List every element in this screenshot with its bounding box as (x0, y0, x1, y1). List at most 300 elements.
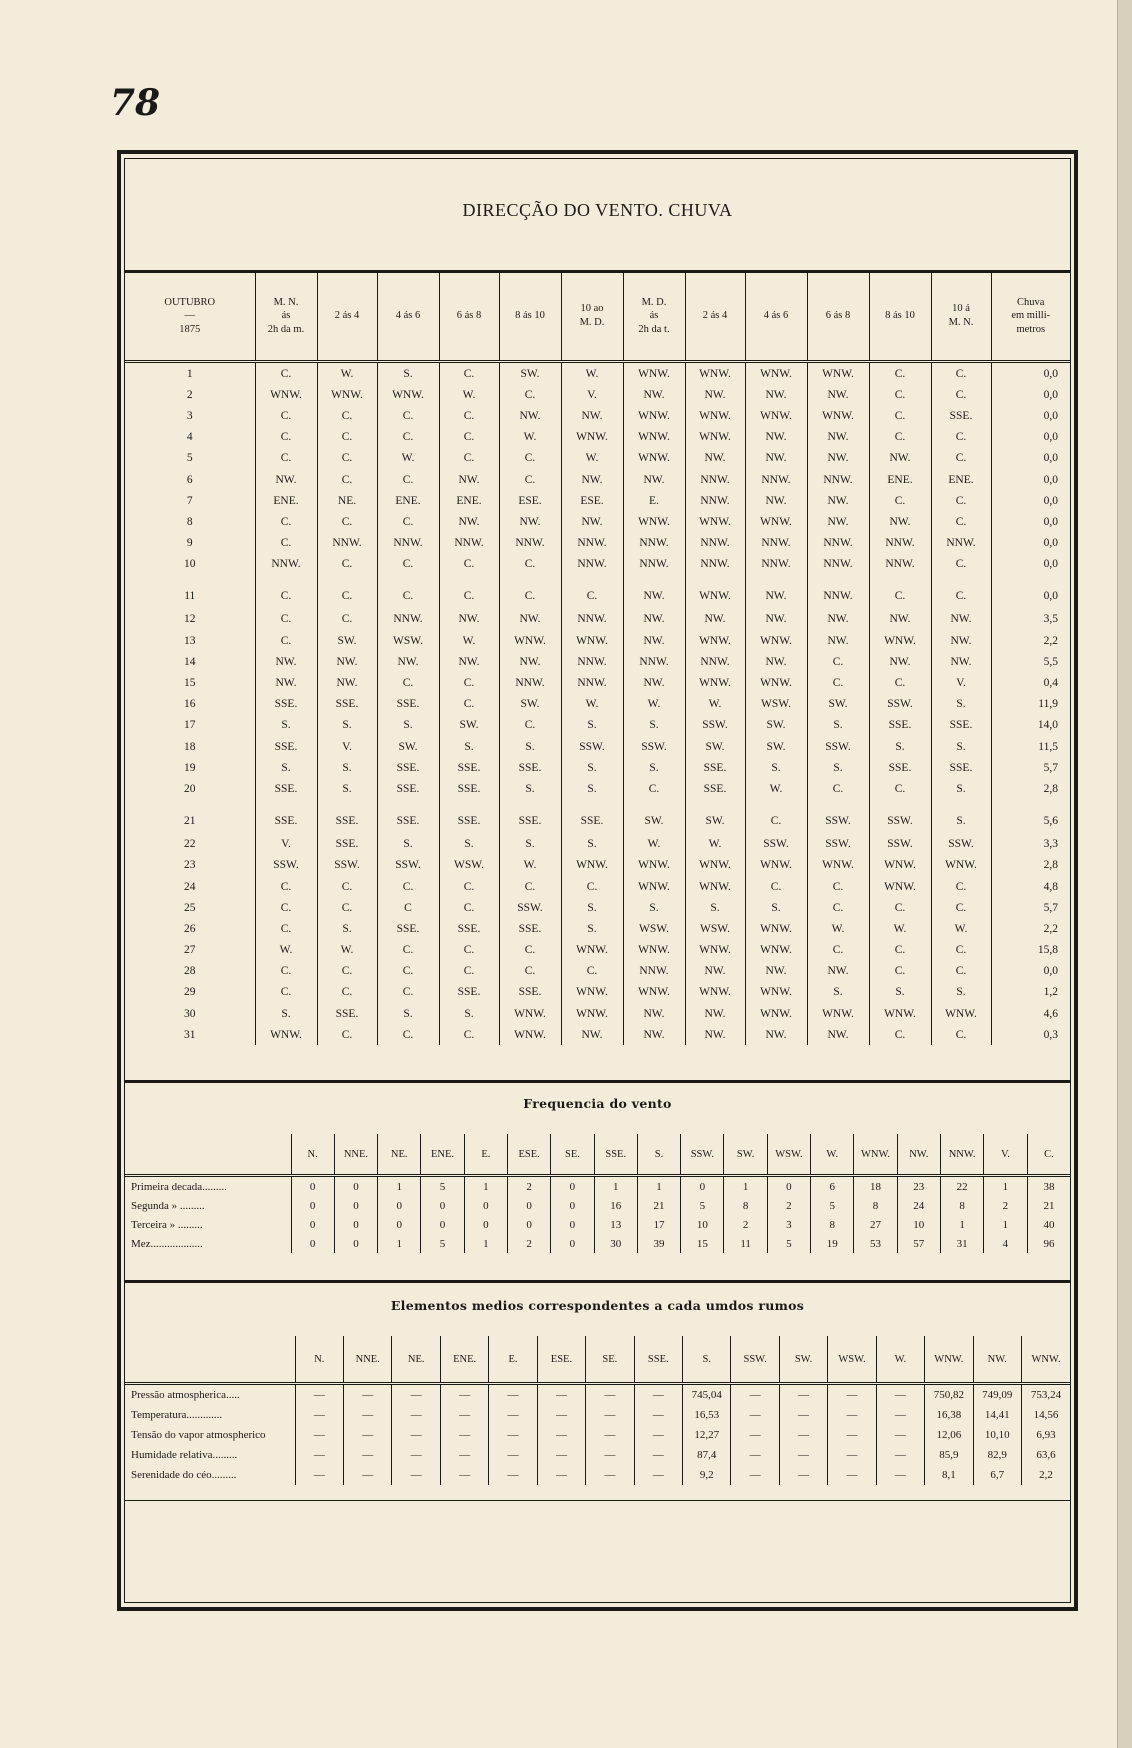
direction-header: NW. (973, 1336, 1021, 1384)
wind-cell: NW. (317, 651, 377, 672)
rain-cell: 0,0 (991, 490, 1070, 511)
frequency-cell: 40 (1027, 1215, 1070, 1234)
rain-cell: 0,0 (991, 961, 1070, 982)
wind-cell: SSW. (317, 855, 377, 876)
wind-cell: SW. (317, 630, 377, 651)
frequency-cell: 0 (334, 1196, 377, 1215)
wind-cell: ENE. (931, 469, 991, 490)
wind-cell: SW. (745, 715, 807, 736)
element-cell: — (392, 1405, 440, 1425)
wind-cell: C. (807, 672, 869, 693)
wind-cell: C. (439, 672, 499, 693)
wind-cell: C. (377, 469, 439, 490)
wind-cell: C. (317, 405, 377, 426)
wind-cell: C. (869, 362, 931, 385)
wind-cell: NW. (807, 630, 869, 651)
element-cell: — (876, 1445, 924, 1465)
table-row (125, 651, 1070, 672)
wind-cell: C. (807, 940, 869, 961)
rain-cell: 5,7 (991, 757, 1070, 778)
wind-cell: NW. (745, 609, 807, 630)
wind-cell: SW. (685, 800, 745, 834)
wind-cell: S. (561, 897, 623, 918)
wind-cell: S. (931, 982, 991, 1003)
wind-cell: NW. (561, 511, 623, 532)
wind-cell: WNW. (807, 405, 869, 426)
frequency-cell: 1 (464, 1176, 507, 1197)
wind-cell: S. (623, 757, 685, 778)
wind-cell: C. (439, 362, 499, 385)
frequency-cell: 0 (378, 1215, 421, 1234)
wind-cell: S. (623, 897, 685, 918)
wind-cell: S. (317, 778, 377, 799)
element-cell: — (489, 1465, 537, 1485)
wind-cell: S. (377, 834, 439, 855)
wind-cell: C. (931, 511, 991, 532)
day-cell: 13 (184, 634, 196, 647)
frequency-cell: 0 (507, 1196, 550, 1215)
day-cell: 18 (184, 740, 196, 753)
column-header-line: — (184, 310, 195, 322)
row-label: Terceira » ......... (131, 1218, 203, 1231)
wind-cell: C. (499, 940, 561, 961)
frequency-cell: 11 (724, 1234, 767, 1253)
wind-cell: C. (869, 490, 931, 511)
element-cell: 12,06 (925, 1425, 973, 1445)
row-label: Temperatura............. (131, 1409, 223, 1421)
element-cell: — (731, 1384, 779, 1406)
wind-cell: ENE. (255, 490, 317, 511)
wind-cell: C. (931, 940, 991, 961)
element-cell: — (392, 1465, 440, 1485)
wind-cell: WNW. (623, 511, 685, 532)
element-cell: — (440, 1384, 488, 1406)
wind-cell: NW. (499, 405, 561, 426)
day-cell: 5 (186, 452, 193, 465)
wind-cell: SSE. (561, 800, 623, 834)
wind-cell: NW. (685, 961, 745, 982)
element-cell: — (537, 1465, 585, 1485)
wind-cell: C. (377, 940, 439, 961)
table-row (125, 533, 1070, 554)
wind-cell: C. (255, 533, 317, 554)
wind-cell: S. (317, 715, 377, 736)
frequency-cell: 38 (1027, 1176, 1070, 1197)
element-cell: — (344, 1384, 392, 1406)
table-row (125, 736, 1070, 757)
wind-cell: SSE. (255, 778, 317, 799)
wind-cell: C. (317, 427, 377, 448)
column-header (623, 272, 685, 362)
element-cell: 6,7 (973, 1465, 1021, 1485)
wind-cell: S. (561, 918, 623, 939)
rain-cell: 0,0 (991, 469, 1070, 490)
rain-cell: 3,3 (991, 834, 1070, 855)
wind-cell: WNW. (685, 630, 745, 651)
frequency-cell: 8 (724, 1196, 767, 1215)
frequency-cell: 1 (378, 1176, 421, 1197)
column-header (317, 272, 377, 362)
frequency-cell: 2 (767, 1196, 810, 1215)
wind-cell: S. (561, 834, 623, 855)
element-cell: — (876, 1465, 924, 1485)
rain-cell: 2,2 (991, 630, 1070, 651)
wind-cell: SSE. (499, 918, 561, 939)
day-cell: 24 (184, 880, 196, 893)
day-cell: 21 (184, 814, 196, 827)
column-header (377, 272, 439, 362)
wind-cell: NW. (807, 609, 869, 630)
wind-cell: NW. (931, 651, 991, 672)
wind-cell: NW. (745, 961, 807, 982)
table-row (125, 855, 1070, 876)
element-cell: 10,10 (973, 1425, 1021, 1445)
table-title: DIRECÇÃO DO VENTO. CHUVA (462, 200, 733, 220)
wind-cell: ESE. (561, 490, 623, 511)
wind-cell: C. (561, 575, 623, 609)
element-cell: — (731, 1405, 779, 1425)
column-header (745, 272, 807, 362)
frequency-cell: 8 (940, 1196, 983, 1215)
element-cell: — (731, 1425, 779, 1445)
wind-cell: NW. (623, 1024, 685, 1045)
wind-cell: W. (623, 694, 685, 715)
wind-cell: NE. (317, 490, 377, 511)
wind-cell: C. (439, 1024, 499, 1045)
frequency-cell: 6 (811, 1176, 854, 1197)
wind-cell: NW. (317, 672, 377, 693)
element-cell: 8,1 (925, 1465, 973, 1485)
direction-header: N. (291, 1134, 334, 1176)
rain-cell: 0,0 (991, 448, 1070, 469)
element-cell: — (537, 1405, 585, 1425)
frequency-cell: 8 (854, 1196, 897, 1215)
frequency-cell: 23 (897, 1176, 940, 1197)
wind-cell: NNW. (685, 554, 745, 575)
wind-cell: C. (931, 897, 991, 918)
direction-header: ESE. (507, 1134, 550, 1176)
direction-header: E. (464, 1134, 507, 1176)
wind-cell: NNW. (561, 533, 623, 554)
wind-cell: WNW. (745, 1003, 807, 1024)
wind-cell: SSE. (499, 982, 561, 1003)
column-header-line: 10 á (952, 303, 970, 315)
table-row (125, 1405, 1070, 1425)
wind-cell: C. (377, 575, 439, 609)
wind-cell: SSE. (931, 757, 991, 778)
frequency-cell: 1 (637, 1176, 680, 1197)
element-cell: 2,2 (1021, 1465, 1070, 1485)
wind-cell: C. (255, 362, 317, 385)
frequency-cell: 2 (724, 1215, 767, 1234)
wind-cell: V. (561, 384, 623, 405)
wind-cell: NW. (869, 448, 931, 469)
wind-cell: NNW. (869, 554, 931, 575)
frequency-cell: 0 (464, 1215, 507, 1234)
day-cell: 22 (184, 838, 196, 851)
wind-cell: S. (561, 715, 623, 736)
day-cell: 26 (184, 922, 196, 935)
table-row (125, 1425, 1070, 1445)
frequency-cell: 1 (594, 1176, 637, 1197)
wind-cell: NW. (623, 469, 685, 490)
wind-cell: WNW. (623, 982, 685, 1003)
element-cell: — (489, 1384, 537, 1406)
element-cell: — (586, 1425, 634, 1445)
wind-cell: C. (255, 511, 317, 532)
wind-cell: NNW. (561, 651, 623, 672)
wind-cell: NW. (439, 609, 499, 630)
wind-cell: SSW. (869, 800, 931, 834)
element-cell: — (344, 1405, 392, 1425)
day-cell: 8 (186, 515, 193, 528)
element-cell: — (586, 1384, 634, 1406)
wind-cell: WNW. (685, 672, 745, 693)
day-cell: 6 (186, 473, 193, 486)
frequency-cell: 1 (984, 1215, 1027, 1234)
direction-header: WSW. (767, 1134, 810, 1176)
wind-cell: SSW. (745, 834, 807, 855)
wind-cell: SSW. (807, 800, 869, 834)
element-cell: 14,56 (1021, 1405, 1070, 1425)
frequency-cell: 10 (897, 1215, 940, 1234)
wind-cell: NNW. (499, 533, 561, 554)
wind-cell: S. (439, 736, 499, 757)
frequency-caption: Frequencia do vento (523, 1096, 672, 1111)
frequency-cell: 15 (681, 1234, 724, 1253)
table-row (125, 362, 1070, 385)
wind-cell: SSW. (255, 855, 317, 876)
element-cell: — (828, 1405, 876, 1425)
wind-cell: WNW. (623, 427, 685, 448)
day-cell: 17 (184, 719, 196, 732)
wind-cell: S. (807, 757, 869, 778)
wind-cell: C. (869, 940, 931, 961)
wind-cell: C. (931, 1024, 991, 1045)
wind-cell: WNW. (255, 384, 317, 405)
wind-cell: C. (255, 405, 317, 426)
frequency-cell: 3 (767, 1215, 810, 1234)
column-header-line: 8 ás 10 (515, 310, 545, 322)
row-label: Segunda » ......... (131, 1199, 205, 1212)
wind-cell: C. (807, 897, 869, 918)
element-cell: — (876, 1384, 924, 1406)
wind-cell: NW. (561, 405, 623, 426)
wind-cell: WSW. (685, 918, 745, 939)
element-cell: — (295, 1445, 343, 1465)
direction-header: NE. (392, 1336, 440, 1384)
wind-cell: C. (377, 982, 439, 1003)
wind-cell: NNW. (685, 490, 745, 511)
frequency-cell: 19 (811, 1234, 854, 1253)
wind-cell: SSE. (317, 1003, 377, 1024)
wind-cell: C. (255, 897, 317, 918)
wind-cell: WNW. (685, 876, 745, 897)
direction-header: NNE. (344, 1336, 392, 1384)
wind-cell: WNW. (745, 511, 807, 532)
table-row (125, 575, 1070, 609)
direction-header: WNW. (854, 1134, 897, 1176)
element-cell: — (295, 1465, 343, 1485)
wind-cell: S. (869, 736, 931, 757)
wind-cell: WNW. (685, 575, 745, 609)
wind-cell: NNW. (869, 533, 931, 554)
element-cell: 16,38 (925, 1405, 973, 1425)
wind-cell: WSW. (377, 630, 439, 651)
wind-cell: W. (377, 448, 439, 469)
column-header-line: M. D. (579, 317, 605, 328)
element-cell: — (537, 1425, 585, 1445)
table-row (125, 1003, 1070, 1024)
column-header (991, 272, 1070, 362)
frequency-cell: 10 (681, 1215, 724, 1234)
table-row (125, 469, 1070, 490)
element-cell: — (779, 1405, 827, 1425)
wind-cell: NNW. (377, 533, 439, 554)
wind-cell: SSE. (499, 757, 561, 778)
table-row (125, 448, 1070, 469)
wind-cell: SSE. (439, 778, 499, 799)
day-cell: 4 (186, 431, 193, 444)
wind-cell: SW. (807, 694, 869, 715)
wind-cell: WNW. (685, 362, 745, 385)
wind-cell: SW. (623, 800, 685, 834)
wind-cell: WNW. (807, 1003, 869, 1024)
wind-cell: S. (317, 757, 377, 778)
wind-cell: SSE. (255, 736, 317, 757)
element-cell: — (634, 1445, 682, 1465)
element-cell: — (440, 1465, 488, 1485)
wind-cell: C. (255, 427, 317, 448)
element-cell: — (344, 1445, 392, 1465)
element-cell: — (779, 1425, 827, 1445)
wind-cell: C. (377, 1024, 439, 1045)
wind-cell: C. (439, 405, 499, 426)
frequency-cell: 0 (507, 1215, 550, 1234)
wind-cell: S. (561, 778, 623, 799)
wind-cell: WNW. (869, 1003, 931, 1024)
direction-header: V. (984, 1134, 1027, 1176)
wind-cell: WSW. (623, 918, 685, 939)
wind-cell: C. (439, 940, 499, 961)
wind-cell: SSE. (377, 694, 439, 715)
frequency-cell: 5 (421, 1234, 464, 1253)
element-cell: — (828, 1425, 876, 1445)
wind-cell: C. (439, 554, 499, 575)
wind-cell: NW. (807, 1024, 869, 1045)
wind-cell: NNW. (377, 609, 439, 630)
column-header-line: OUTUBRO (164, 296, 216, 308)
wind-cell: SSE. (317, 800, 377, 834)
frequency-cell: 0 (681, 1176, 724, 1197)
direction-header: S. (683, 1336, 731, 1384)
wind-cell: S. (807, 982, 869, 1003)
direction-header: SE. (551, 1134, 594, 1176)
wind-cell: NW. (255, 469, 317, 490)
wind-cell: NW. (807, 490, 869, 511)
wind-cell: S. (255, 715, 317, 736)
wind-cell: SSE. (317, 834, 377, 855)
wind-cell: SSE. (439, 982, 499, 1003)
wind-cell: C. (377, 554, 439, 575)
table-row (125, 778, 1070, 799)
wind-cell: C. (255, 876, 317, 897)
wind-cell: C. (377, 511, 439, 532)
wind-cell: C. (255, 575, 317, 609)
wind-cell: NW. (623, 575, 685, 609)
table-row (125, 1215, 1070, 1234)
row-label-header (125, 1134, 291, 1176)
column-header (931, 272, 991, 362)
rain-cell: 15,8 (991, 940, 1070, 961)
element-cell: 63,6 (1021, 1445, 1070, 1465)
wind-cell: C. (255, 961, 317, 982)
element-cell: 749,09 (973, 1384, 1021, 1406)
wind-cell: C. (931, 448, 991, 469)
wind-cell: WNW. (807, 855, 869, 876)
wind-cell: S. (745, 757, 807, 778)
row-label: Primeira decada......... (131, 1180, 227, 1193)
element-cell: — (634, 1465, 682, 1485)
direction-header: SSE. (594, 1134, 637, 1176)
wind-cell: WNW. (745, 362, 807, 385)
frequency-cell: 0 (464, 1196, 507, 1215)
direction-header: C. (1027, 1134, 1070, 1176)
table-row (125, 1024, 1070, 1045)
wind-cell: NW. (255, 651, 317, 672)
frequency-cell: 22 (940, 1176, 983, 1197)
rain-cell: 4,8 (991, 876, 1070, 897)
frequency-cell: 21 (1027, 1196, 1070, 1215)
direction-header: ENE. (421, 1134, 464, 1176)
wind-cell: SSW. (931, 834, 991, 855)
wind-cell: NNW. (561, 554, 623, 575)
wind-cell: NW. (499, 511, 561, 532)
elements-table (125, 1336, 1070, 1485)
wind-cell: NNW. (685, 469, 745, 490)
wind-cell: SSW. (499, 897, 561, 918)
frequency-cell: 16 (594, 1196, 637, 1215)
table-row (125, 1196, 1070, 1215)
element-cell: 9,2 (683, 1465, 731, 1485)
wind-cell: C. (869, 405, 931, 426)
wind-cell: SSE. (931, 405, 991, 426)
wind-cell: NW. (255, 672, 317, 693)
wind-cell: NW. (807, 511, 869, 532)
row-label-header (125, 1336, 295, 1384)
row-label: Serenidade do céo......... (131, 1469, 237, 1481)
wind-cell: WNW. (561, 1003, 623, 1024)
wind-cell: NW. (439, 651, 499, 672)
element-cell: 85,9 (925, 1445, 973, 1465)
wind-cell: W. (439, 630, 499, 651)
wind-cell: S. (685, 897, 745, 918)
table-row (125, 1445, 1070, 1465)
frequency-cell: 0 (334, 1234, 377, 1253)
wind-cell: W. (745, 778, 807, 799)
wind-cell: C. (317, 448, 377, 469)
element-cell: — (392, 1384, 440, 1406)
wind-cell: WNW. (623, 405, 685, 426)
wind-cell: C. (499, 715, 561, 736)
rain-cell: 0,0 (991, 362, 1070, 385)
wind-cell: NNW. (623, 533, 685, 554)
column-header-line: 4 ás 6 (395, 310, 421, 322)
wind-cell: WNW. (623, 855, 685, 876)
element-cell: — (392, 1445, 440, 1465)
rain-cell: 11,9 (991, 694, 1070, 715)
element-cell: — (392, 1425, 440, 1445)
